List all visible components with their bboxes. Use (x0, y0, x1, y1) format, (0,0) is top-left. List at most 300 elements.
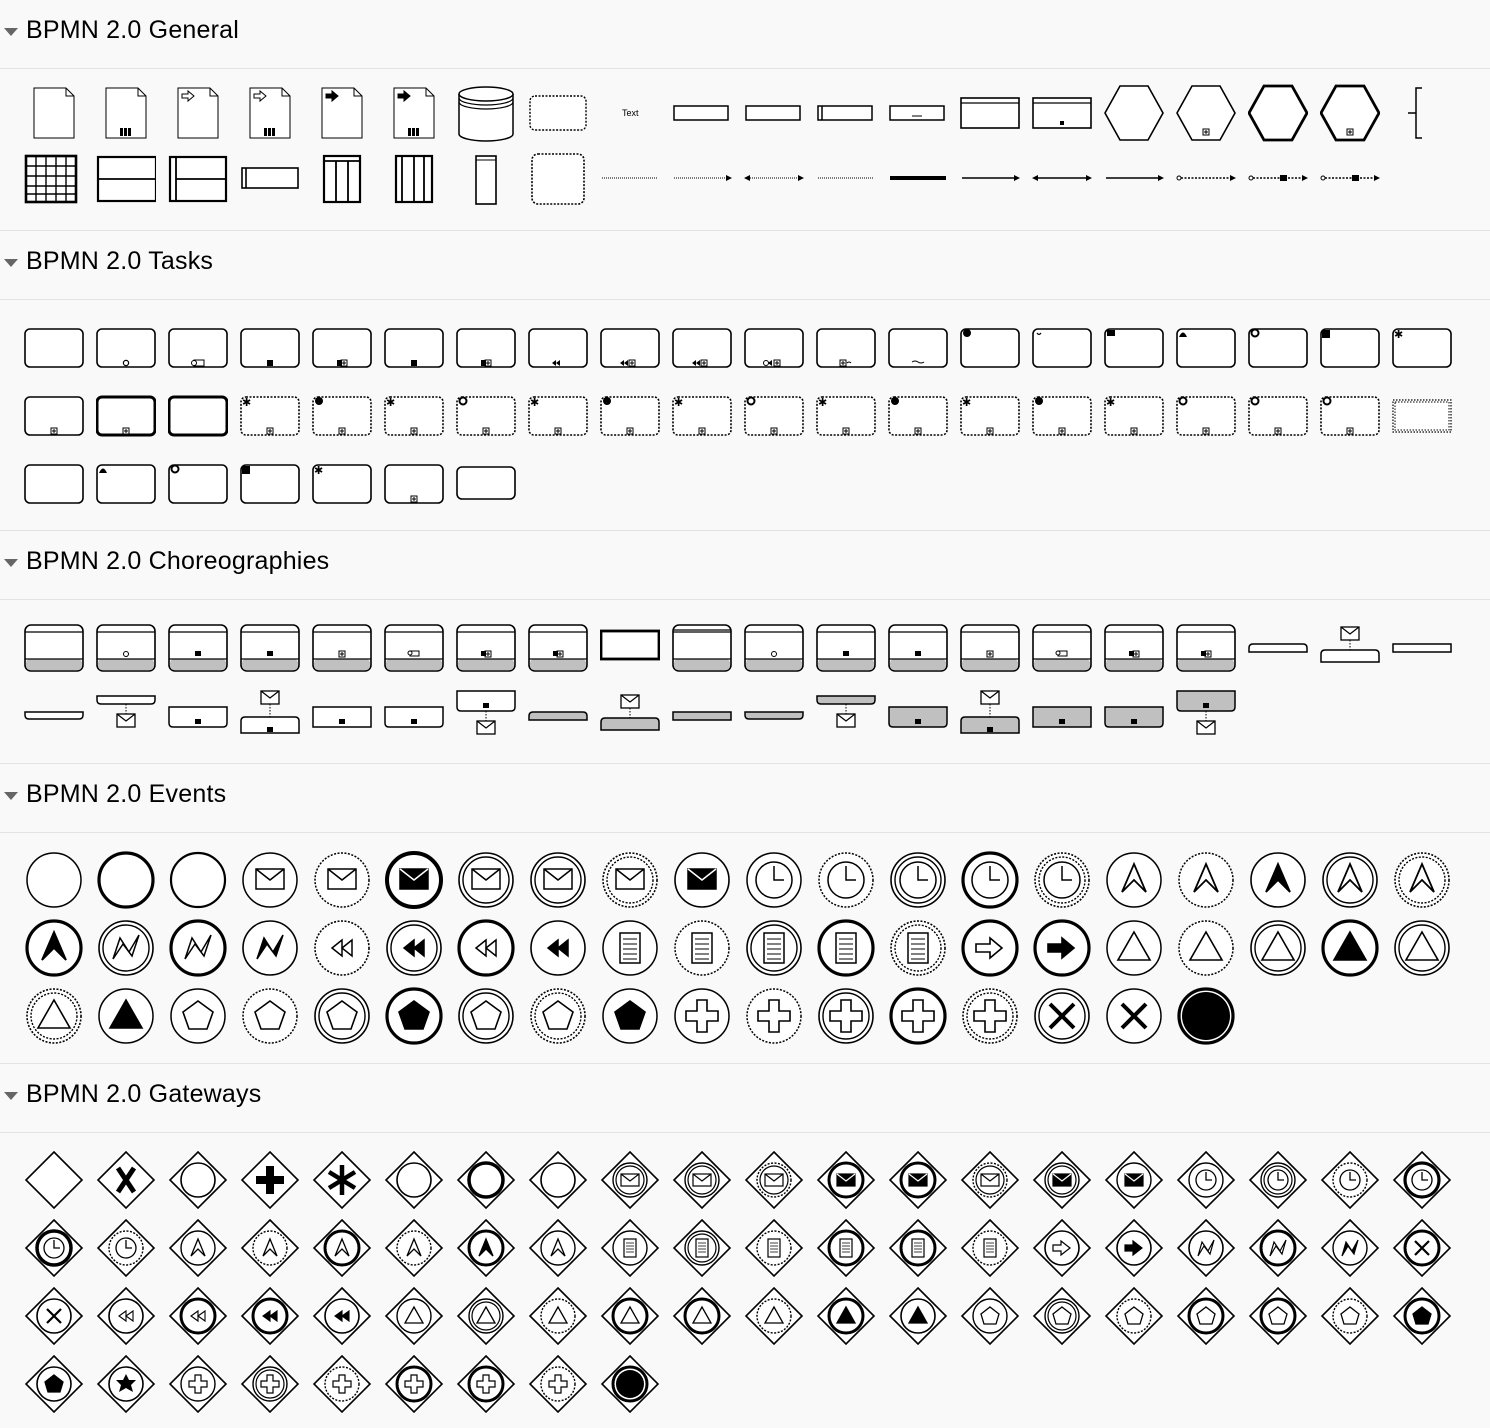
event-shape[interactable] (384, 918, 444, 978)
gateway-shape[interactable] (1320, 1150, 1380, 1210)
task-shape-icon (816, 386, 876, 446)
general-shape[interactable] (168, 82, 228, 142)
collapse-caret-icon[interactable] (4, 259, 18, 267)
event-shape[interactable] (96, 918, 156, 978)
collapse-caret-icon[interactable] (4, 1092, 18, 1100)
gateway-shape[interactable] (96, 1354, 156, 1414)
gateway-shape[interactable] (240, 1286, 300, 1346)
general-shape[interactable] (456, 82, 516, 142)
event-shape[interactable] (312, 918, 372, 978)
event-shape[interactable] (600, 918, 660, 978)
gateway-shape-icon (816, 1150, 876, 1210)
gateway-shape[interactable] (888, 1218, 948, 1278)
section-title: BPMN 2.0 Choreographies (26, 547, 330, 575)
task-shape[interactable] (1248, 386, 1308, 446)
choreography-shape[interactable] (672, 686, 732, 746)
task-shape[interactable] (1320, 386, 1380, 446)
event-shape[interactable] (888, 918, 948, 978)
gateway-shape[interactable] (888, 1150, 948, 1210)
choreography-shape[interactable] (672, 618, 732, 678)
event-shape[interactable] (1104, 850, 1164, 910)
task-shape[interactable] (1248, 318, 1308, 378)
collapse-caret-icon[interactable] (4, 559, 18, 567)
task-shape[interactable] (816, 386, 876, 446)
task-shape-icon (312, 318, 372, 378)
gateway-shape[interactable] (1392, 1218, 1452, 1278)
event-shape[interactable] (1176, 850, 1236, 910)
gateway-shape[interactable] (1032, 1150, 1092, 1210)
general-shape[interactable] (1032, 82, 1092, 142)
choreography-shape[interactable] (384, 618, 444, 678)
event-shape[interactable] (96, 986, 156, 1046)
choreography-shape[interactable] (1248, 618, 1308, 678)
task-shape[interactable] (1320, 318, 1380, 378)
choreography-shape-icon (312, 618, 372, 678)
task-shape[interactable] (672, 318, 732, 378)
event-shape[interactable] (168, 918, 228, 978)
general-shape[interactable] (888, 152, 948, 212)
gateway-shape[interactable] (528, 1286, 588, 1346)
gateway-shape[interactable] (816, 1218, 876, 1278)
general-shape[interactable] (1320, 82, 1380, 142)
general-shape[interactable] (1176, 152, 1236, 212)
event-shape[interactable] (1392, 918, 1452, 978)
gateway-shape[interactable] (96, 1150, 156, 1210)
task-shape[interactable] (1392, 386, 1452, 446)
general-shape[interactable] (672, 152, 732, 212)
gateway-shape-icon (1248, 1150, 1308, 1210)
event-shape[interactable] (240, 918, 300, 978)
choreography-shape[interactable] (744, 686, 804, 746)
event-shape[interactable] (1032, 850, 1092, 910)
event-shape[interactable] (1320, 850, 1380, 910)
event-shape[interactable] (312, 850, 372, 910)
general-shape[interactable] (96, 152, 156, 212)
event-shape[interactable] (960, 918, 1020, 978)
event-shape[interactable] (168, 986, 228, 1046)
choreography-shape-icon (1104, 686, 1164, 746)
event-shape[interactable] (672, 918, 732, 978)
general-shape[interactable] (1104, 82, 1164, 142)
gateway-shape[interactable] (96, 1218, 156, 1278)
choreography-shape-icon (1032, 618, 1092, 678)
event-shape[interactable] (384, 986, 444, 1046)
choreography-shape[interactable] (1032, 618, 1092, 678)
gateway-shape[interactable] (528, 1150, 588, 1210)
task-shape[interactable] (672, 386, 732, 446)
choreography-shape[interactable] (528, 686, 588, 746)
event-shape[interactable] (528, 986, 588, 1046)
gateway-shape[interactable] (312, 1150, 372, 1210)
gateway-shape[interactable] (528, 1218, 588, 1278)
task-shape[interactable] (168, 454, 228, 514)
general-shape[interactable] (1248, 82, 1308, 142)
gateway-shape[interactable] (1248, 1150, 1308, 1210)
gateway-shape[interactable] (600, 1354, 660, 1414)
choreography-shape[interactable] (1176, 618, 1236, 678)
task-shape-icon (888, 386, 948, 446)
choreography-shape[interactable] (456, 686, 516, 746)
choreography-shape[interactable] (384, 686, 444, 746)
task-shape[interactable] (312, 386, 372, 446)
task-shape-icon (960, 318, 1020, 378)
general-shape[interactable] (384, 152, 444, 212)
event-shape[interactable] (1176, 918, 1236, 978)
gateway-shape[interactable] (1032, 1286, 1092, 1346)
event-shape[interactable] (1176, 986, 1236, 1046)
general-shape[interactable] (456, 152, 516, 212)
section-title: BPMN 2.0 Gateways (26, 1080, 262, 1108)
choreography-shape[interactable] (312, 686, 372, 746)
event-shape[interactable] (456, 986, 516, 1046)
task-shape[interactable] (24, 318, 84, 378)
choreography-shape[interactable] (1176, 686, 1236, 746)
general-shape[interactable] (960, 152, 1020, 212)
gateway-shape[interactable] (816, 1150, 876, 1210)
general-shape[interactable] (312, 152, 372, 212)
gateway-shape[interactable] (168, 1150, 228, 1210)
choreography-shape[interactable] (168, 686, 228, 746)
event-shape[interactable] (960, 986, 1020, 1046)
task-shape-icon (312, 386, 372, 446)
gateway-shape-icon (672, 1218, 732, 1278)
gateway-shape[interactable] (744, 1286, 804, 1346)
gateway-shape[interactable] (312, 1286, 372, 1346)
general-shape[interactable] (1032, 152, 1092, 212)
event-shape[interactable] (1104, 986, 1164, 1046)
task-shape[interactable] (528, 386, 588, 446)
gateway-shape[interactable] (24, 1354, 84, 1414)
task-shape[interactable] (96, 386, 156, 446)
task-shape[interactable] (1032, 386, 1092, 446)
task-shape[interactable] (384, 386, 444, 446)
gateway-shape[interactable] (672, 1286, 732, 1346)
event-shape[interactable] (456, 850, 516, 910)
task-shape[interactable] (456, 454, 516, 514)
choreography-shape[interactable] (96, 618, 156, 678)
gateway-shape[interactable] (1176, 1218, 1236, 1278)
gateway-shape[interactable] (816, 1286, 876, 1346)
general-shape-icon (888, 82, 948, 142)
task-shape[interactable] (240, 318, 300, 378)
gateway-shape[interactable] (1032, 1218, 1092, 1278)
gateway-shape[interactable] (672, 1150, 732, 1210)
event-shape[interactable] (744, 850, 804, 910)
choreography-shape-icon (888, 618, 948, 678)
gateway-shape[interactable] (1392, 1286, 1452, 1346)
choreography-shape[interactable] (600, 686, 660, 746)
task-shape[interactable] (888, 386, 948, 446)
gateway-shape[interactable] (888, 1286, 948, 1346)
general-shape[interactable] (528, 152, 588, 212)
event-shape[interactable] (240, 850, 300, 910)
task-shape[interactable] (456, 318, 516, 378)
choreography-shape[interactable] (1104, 618, 1164, 678)
task-shape[interactable] (24, 386, 84, 446)
task-shape[interactable] (960, 386, 1020, 446)
choreography-shape[interactable] (96, 686, 156, 746)
event-shape[interactable] (600, 986, 660, 1046)
gateway-shape[interactable] (1248, 1218, 1308, 1278)
gateway-shape[interactable] (24, 1218, 84, 1278)
event-shape[interactable] (600, 850, 660, 910)
section-header-choreographies[interactable] (0, 530, 1490, 600)
event-shape[interactable] (1392, 850, 1452, 910)
general-shape[interactable] (816, 82, 876, 142)
event-shape[interactable] (744, 918, 804, 978)
general-shape[interactable] (1248, 152, 1308, 212)
general-shape[interactable] (1392, 82, 1452, 142)
gateway-shape[interactable] (600, 1218, 660, 1278)
gateway-shape[interactable] (672, 1218, 732, 1278)
general-shape[interactable] (24, 82, 84, 142)
event-shape[interactable] (240, 986, 300, 1046)
task-shape[interactable] (168, 318, 228, 378)
event-shape[interactable] (528, 918, 588, 978)
choreography-shape[interactable] (888, 686, 948, 746)
gateway-shape-icon (888, 1218, 948, 1278)
choreography-shape-icon (96, 618, 156, 678)
collapse-caret-icon[interactable] (4, 792, 18, 800)
gateway-shape[interactable] (384, 1286, 444, 1346)
choreography-shape[interactable] (1104, 686, 1164, 746)
gateway-shape[interactable] (168, 1354, 228, 1414)
general-shape[interactable] (1320, 152, 1380, 212)
event-shape[interactable] (672, 986, 732, 1046)
choreography-shape[interactable] (816, 686, 876, 746)
section-events (0, 763, 1490, 1063)
gateway-shape[interactable] (1320, 1286, 1380, 1346)
gateway-shape[interactable] (456, 1354, 516, 1414)
event-shape[interactable] (24, 986, 84, 1046)
choreography-shape-icon (96, 686, 156, 746)
event-shape[interactable] (96, 850, 156, 910)
gateway-shape[interactable] (24, 1150, 84, 1210)
general-shape[interactable] (744, 82, 804, 142)
gateway-shape[interactable] (96, 1286, 156, 1346)
general-shape[interactable] (240, 152, 300, 212)
event-shape[interactable] (1032, 918, 1092, 978)
choreography-shape[interactable] (960, 686, 1020, 746)
general-shape[interactable] (528, 82, 588, 142)
choreography-shape-icon (600, 618, 660, 678)
task-shape[interactable] (384, 454, 444, 514)
task-shape[interactable] (312, 454, 372, 514)
gateway-shape[interactable] (1176, 1150, 1236, 1210)
task-shape[interactable] (960, 318, 1020, 378)
collapse-caret-icon[interactable] (4, 28, 18, 36)
task-shape[interactable] (456, 386, 516, 446)
choreography-shape[interactable] (888, 618, 948, 678)
task-shape[interactable] (816, 318, 876, 378)
gateway-shape[interactable] (384, 1354, 444, 1414)
task-shape[interactable] (96, 454, 156, 514)
general-shape[interactable] (96, 82, 156, 142)
gateway-shape[interactable] (600, 1286, 660, 1346)
task-shape[interactable] (600, 386, 660, 446)
general-shape[interactable] (600, 82, 660, 142)
general-shape[interactable] (168, 152, 228, 212)
general-shape-icon (1032, 82, 1092, 142)
event-shape[interactable] (816, 986, 876, 1046)
gateway-shape[interactable] (1320, 1218, 1380, 1278)
event-shape[interactable] (1320, 918, 1380, 978)
task-shape[interactable] (1032, 318, 1092, 378)
gateway-shape[interactable] (312, 1354, 372, 1414)
event-shape[interactable] (960, 850, 1020, 910)
gateway-shape-icon (672, 1150, 732, 1210)
general-shape[interactable] (240, 82, 300, 142)
task-shape[interactable] (240, 386, 300, 446)
task-shape-icon (96, 318, 156, 378)
general-shape[interactable] (960, 82, 1020, 142)
gateway-shape[interactable] (168, 1286, 228, 1346)
section-header-events[interactable] (0, 763, 1490, 833)
choreography-shape[interactable] (24, 618, 84, 678)
event-shape-icon (528, 918, 588, 978)
gateway-shape[interactable] (384, 1218, 444, 1278)
gateway-shape[interactable] (240, 1354, 300, 1414)
task-shape[interactable] (1104, 386, 1164, 446)
choreography-shape-icon (1248, 618, 1308, 678)
event-shape[interactable] (1032, 986, 1092, 1046)
gateway-shape-icon (888, 1286, 948, 1346)
choreography-shape[interactable] (744, 618, 804, 678)
task-shape[interactable] (312, 318, 372, 378)
choreography-shape-icon (600, 686, 660, 746)
task-shape[interactable] (744, 386, 804, 446)
general-shape[interactable] (744, 152, 804, 212)
general-shape[interactable] (1104, 152, 1164, 212)
gateway-shape-icon (384, 1150, 444, 1210)
gateway-shape[interactable] (1176, 1286, 1236, 1346)
choreography-shape[interactable] (1032, 686, 1092, 746)
choreography-shape[interactable] (24, 686, 84, 746)
choreography-shape[interactable] (312, 618, 372, 678)
task-shape[interactable] (384, 318, 444, 378)
gateway-shape[interactable] (1104, 1150, 1164, 1210)
choreography-shape[interactable] (240, 618, 300, 678)
event-shape[interactable] (24, 850, 84, 910)
section-header-general[interactable] (0, 0, 1490, 69)
general-shape[interactable] (1176, 82, 1236, 142)
choreography-shape-icon (168, 618, 228, 678)
choreography-shape[interactable] (600, 618, 660, 678)
choreography-shape[interactable] (960, 618, 1020, 678)
task-shape[interactable] (1392, 318, 1452, 378)
event-shape[interactable] (672, 850, 732, 910)
event-shape-icon (1320, 850, 1380, 910)
task-shape-icon (384, 386, 444, 446)
gateway-shape[interactable] (456, 1218, 516, 1278)
gateway-shape[interactable] (1248, 1286, 1308, 1346)
section-title: BPMN 2.0 General (26, 16, 240, 44)
gateway-shape[interactable] (744, 1150, 804, 1210)
event-shape-icon (1392, 918, 1452, 978)
gateway-shape[interactable] (456, 1286, 516, 1346)
gateway-shape[interactable] (960, 1150, 1020, 1210)
event-shape[interactable] (312, 986, 372, 1046)
event-shape[interactable] (168, 850, 228, 910)
gateway-shape[interactable] (456, 1150, 516, 1210)
task-shape[interactable] (1104, 318, 1164, 378)
gateway-shape[interactable] (1104, 1286, 1164, 1346)
gateway-shape[interactable] (24, 1286, 84, 1346)
event-shape[interactable] (888, 850, 948, 910)
task-shape[interactable] (528, 318, 588, 378)
gateway-shape[interactable] (960, 1286, 1020, 1346)
section-header-gateways[interactable] (0, 1063, 1490, 1133)
choreography-shape[interactable] (240, 686, 300, 746)
general-shape-icon (528, 152, 588, 212)
event-shape[interactable] (816, 918, 876, 978)
general-shape-icon (240, 152, 300, 212)
event-shape[interactable] (1248, 850, 1308, 910)
task-shape[interactable] (600, 318, 660, 378)
gateway-shape[interactable] (528, 1354, 588, 1414)
gateway-shape[interactable] (240, 1218, 300, 1278)
choreography-shape[interactable] (1392, 618, 1452, 678)
choreography-shape[interactable] (528, 618, 588, 678)
event-shape[interactable] (1104, 918, 1164, 978)
task-shape[interactable] (96, 318, 156, 378)
task-shape[interactable] (1176, 386, 1236, 446)
gateway-shape-icon (240, 1354, 300, 1414)
gateway-shape[interactable] (1104, 1218, 1164, 1278)
task-shape[interactable] (168, 386, 228, 446)
event-shape[interactable] (1248, 918, 1308, 978)
choreography-shape[interactable] (456, 618, 516, 678)
event-shape-icon (816, 986, 876, 1046)
gateway-shape[interactable] (312, 1218, 372, 1278)
gateway-shape[interactable] (960, 1218, 1020, 1278)
gateway-shape-icon (1392, 1150, 1452, 1210)
task-shape[interactable] (1176, 318, 1236, 378)
choreography-shape[interactable] (1320, 618, 1380, 678)
gateway-shape[interactable] (744, 1218, 804, 1278)
general-shape[interactable] (672, 82, 732, 142)
task-shape[interactable] (888, 318, 948, 378)
task-shape[interactable] (24, 454, 84, 514)
general-shape[interactable] (816, 152, 876, 212)
general-shape[interactable] (888, 82, 948, 142)
gateway-shape[interactable] (240, 1150, 300, 1210)
section-header-tasks[interactable] (0, 230, 1490, 300)
general-shape[interactable] (384, 82, 444, 142)
gateway-shape[interactable] (168, 1218, 228, 1278)
event-shape[interactable] (24, 918, 84, 978)
general-shape[interactable] (24, 152, 84, 212)
gateway-shape-icon (1320, 1218, 1380, 1278)
event-shape[interactable] (744, 986, 804, 1046)
event-shape[interactable] (456, 918, 516, 978)
general-shape[interactable] (600, 152, 660, 212)
general-shape[interactable] (312, 82, 372, 142)
event-shape[interactable] (528, 850, 588, 910)
general-shape-icon (600, 152, 660, 212)
gateway-shape-icon (240, 1286, 300, 1346)
task-shape[interactable] (744, 318, 804, 378)
task-shape[interactable] (240, 454, 300, 514)
choreography-shape[interactable] (168, 618, 228, 678)
gateway-shape[interactable] (600, 1150, 660, 1210)
event-shape[interactable] (384, 850, 444, 910)
gateway-shape[interactable] (384, 1150, 444, 1210)
event-shape[interactable] (816, 850, 876, 910)
choreography-shape[interactable] (816, 618, 876, 678)
gateway-shape[interactable] (1392, 1150, 1452, 1210)
event-shape[interactable] (888, 986, 948, 1046)
